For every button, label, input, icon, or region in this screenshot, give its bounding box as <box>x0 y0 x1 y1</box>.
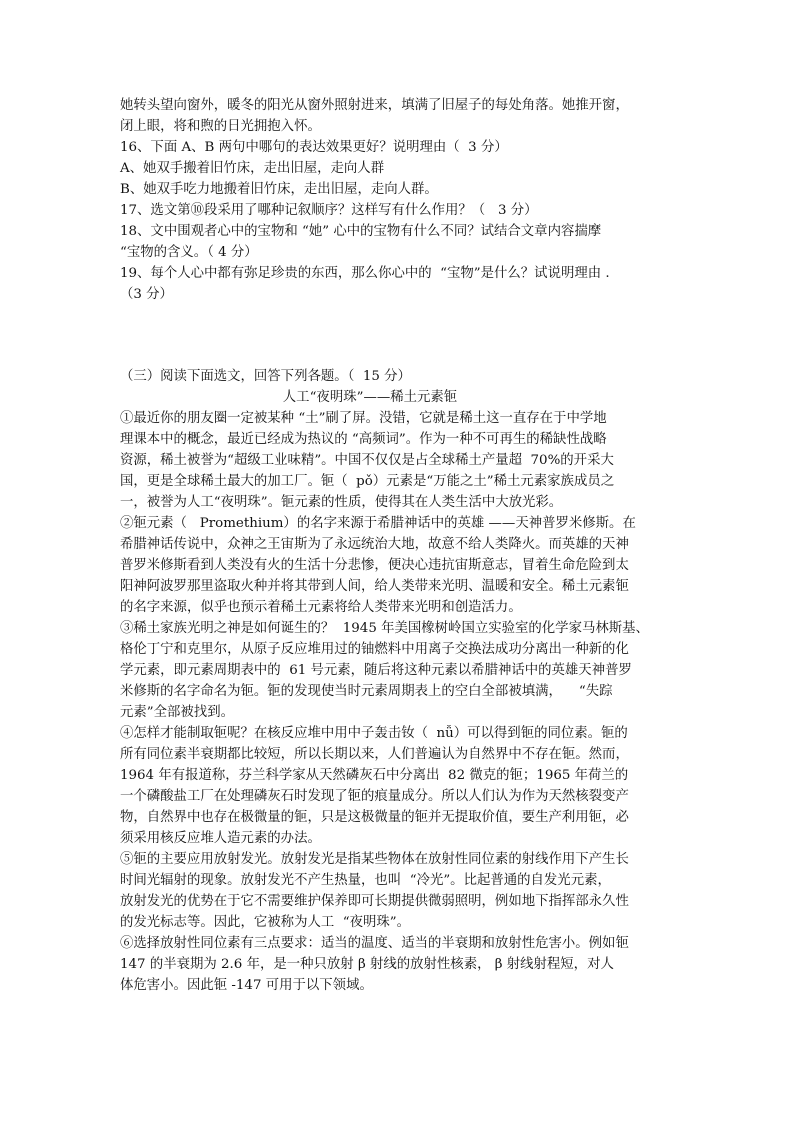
article-line: 一个磷酸盐工厂在处理磷灰石时发现了钷的痕量成分。所以人们认为作为天然核裂变产 <box>120 789 629 804</box>
article-line: 的发光标志等。因此，它被称为人工 “夜明珠”。 <box>120 915 411 930</box>
article-line: ⑤钷的主要应用放射发光。放射发光是指某些物体在放射性同位素的射线作用下产生长 <box>120 852 629 867</box>
article-line: ③稀土家族光明之神是如何诞生的？ 1945 年美国橡树岭国立实验室的化学家马林斯基、 <box>120 621 649 636</box>
passage-line: 她转头望向窗外，暖冬的阳光从窗外照射进来，填满了旧屋子的每处角落。她推开窗， <box>120 98 629 113</box>
option-a: A、她双手搬着旧竹床，走出旧屋，走向人群 <box>120 161 385 176</box>
article-line: ⑥选择放射性同位素有三点要求：适当的温度、适当的半衰期和放射性危害小。例如钷 <box>120 936 629 951</box>
article-line: 的名字来源，似乎也预示着稀土元素将给人类带来光明和创造活力。 <box>120 600 522 615</box>
question-19: 19、每个人心中都有弥足珍贵的东西，那么你心中的 “宝物”是什么？试说明理由 . <box>120 266 610 281</box>
article-line: 阳神阿波罗那里盗取火种并将其带到人间，给人类带来光明、温暖和安全。稀土元素钷 <box>120 579 629 594</box>
article-line: 一，被誉为人工“夜明珠”。钷元素的性质，使得其在人类生活中大放光彩。 <box>120 495 563 510</box>
article-line: 物，自然界中也存在极微量的钷，只是这极微量的钷并无提取价值，要生产利用钷，必 <box>120 810 629 825</box>
article-line: 147 的半衰期为 2.6 年，是一种只放射 β 射线的放射性核素， β 射线射程短，对人 <box>120 957 614 972</box>
article-line: 学元素，即元素周期表中的 61 号元素，随后将这种元素以希腊神话中的英雄天神普罗 <box>120 663 632 678</box>
article-line: 放射发光的优势在于它不需要维护保养即可长期提供微弱照明，例如地下指挥部永久性 <box>120 894 629 909</box>
question-19-cont: （3 分） <box>120 287 173 302</box>
article-line: 普罗米修斯看到人类没有火的生活十分悲惨，便决心违抗宙斯意志，冒着生命危险到太 <box>120 558 629 573</box>
article-title: 人工“夜明珠”——稀土元素钷 <box>282 390 458 405</box>
article-line: ②钷元素（ Promethium）的名字来源于希腊神话中的英雄 ——天神普罗米修斯。在 <box>120 516 636 531</box>
article-line: 体危害小。因此钷 -147 可用于以下领域。 <box>120 978 373 993</box>
question-17: 17、选文第⑩段采用了哪种记叙顺序？这样写有什么作用？（ 3 分） <box>120 203 538 218</box>
article-line: 所有同位素半衰期都比较短，所以长期以来，人们普遍认为自然界中不存在钷。然而， <box>120 747 629 762</box>
article-line: 1964 年有报道称，芬兰科学家从天然磷灰石中分离出 82 微克的钷；1965 年荷兰的 <box>120 768 629 783</box>
question-16: 16、下面 A、B 两句中哪句的表达效果更好？说明理由（ 3 分） <box>120 140 508 155</box>
article-line: 理课本中的概念，最近已经成为热议的 “高频词”。作为一种不可再生的稀缺性战略 <box>120 432 607 447</box>
option-b: B、她双手吃力地搬着旧竹床，走出旧屋，走向人群。 <box>120 182 438 197</box>
article-line: 元素”全部被找到。 <box>120 705 234 720</box>
question-section <box>120 95 680 305</box>
article-line: 格伦丁宁和克里尔，从原子反应堆用过的铀燃料中用离子交换法成功分离出一种新的化 <box>120 642 629 657</box>
article-line: 国，更是全球稀土最大的加工厂。钷（ pǒ）元素是“万能之土”稀土元素家族成员之 <box>120 474 615 489</box>
article-line: 资源，稀土被誉为“超级工业味精”。中国不仅仅是占全球稀土产量超 70%的开采大 <box>120 453 614 468</box>
article-line: 希腊神话传说中，众神之王宙斯为了永远统治大地，故意不给人类降火。而英雄的天神 <box>120 537 629 552</box>
question-18-cont: “宝物的含义。（ 4 分） <box>120 245 258 260</box>
article-line: ④怎样才能制取钷呢？在核反应堆中用中子轰击钕（ nǚ）可以得到钷的同位素。钷的 <box>120 726 628 741</box>
article-line: 须采用核反应堆人造元素的办法。 <box>120 831 321 846</box>
passage-line: 闭上眼，将和煦的日光拥抱入怀。 <box>120 119 321 134</box>
article-line: 米修斯的名字命名为钷。钷的发现使当时元素周期表上的空白全部被填满， “失踪 <box>120 684 613 699</box>
section-heading: （三）阅读下面选文，回答下列各题。（ 15 分） <box>120 369 411 384</box>
question-18: 18、文中围观者心中的宝物和 “她” 心中的宝物有什么不同？试结合文章内容揣摩 <box>120 224 602 239</box>
reading-section <box>120 366 680 996</box>
article-line: 时间光辐射的现象。放射发光不产生热量，也叫 “冷光”。比起普通的自发光元素， <box>120 873 611 888</box>
article-line: ①最近你的朋友圈一定被某种 “土”刷了屏。没错，它就是稀土这一直存在于中学地 <box>120 411 607 426</box>
